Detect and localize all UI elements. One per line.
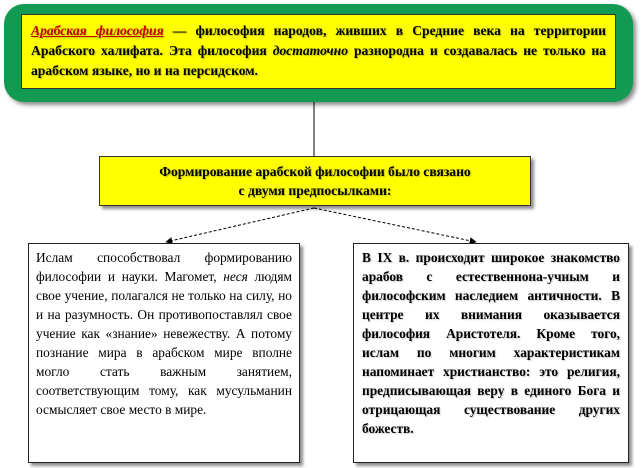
definition-emphasis: достаточно xyxy=(272,43,348,58)
premise-left-text-1: Ислам способствовал формированию философии и науки. Магомет, xyxy=(36,250,292,284)
premises-heading-line1: Формирование арабской философии было связано xyxy=(159,164,471,179)
definition-term: Арабская философия xyxy=(31,23,164,38)
premise-left-text-2: людям свое учение, полагался не только на силу, но и на разумность. Он противопоставлял свое учение как «знание» невежеству. А потому познание мира в арабском мире вполне могло стать важным занятием, соответствующим тому, как мусульманин осмысляет свое место в мире. xyxy=(36,269,292,417)
premises-heading-box xyxy=(99,156,531,206)
arrow-left xyxy=(166,208,314,242)
definition-text-2: разнородна и создавалась не только на арабском языке, но и на персидском. xyxy=(31,43,606,78)
premise-right-text: В IX в. происходит широкое знакомство арабов с естественнона-учным и философским наследием античности. В центре их внимания оказывается философия Аристотеля. Кроме того, ислам по многим характеристикам напоминает христианство: это религия, предписывающая веру в единого Бога и отрицающая существование других божеств. xyxy=(362,250,620,436)
definition-dash: — xyxy=(163,23,196,38)
premise-right-box xyxy=(353,243,629,463)
definition-text-1: философия народов, живших в Средние века на территории Арабского халифата. Эта философия xyxy=(31,23,606,58)
premise-left-emphasis: неся xyxy=(223,269,248,284)
premise-left-box xyxy=(28,243,300,463)
arrow-right xyxy=(314,208,476,242)
premises-heading-line2: с двумя предпосылками: xyxy=(238,183,392,198)
